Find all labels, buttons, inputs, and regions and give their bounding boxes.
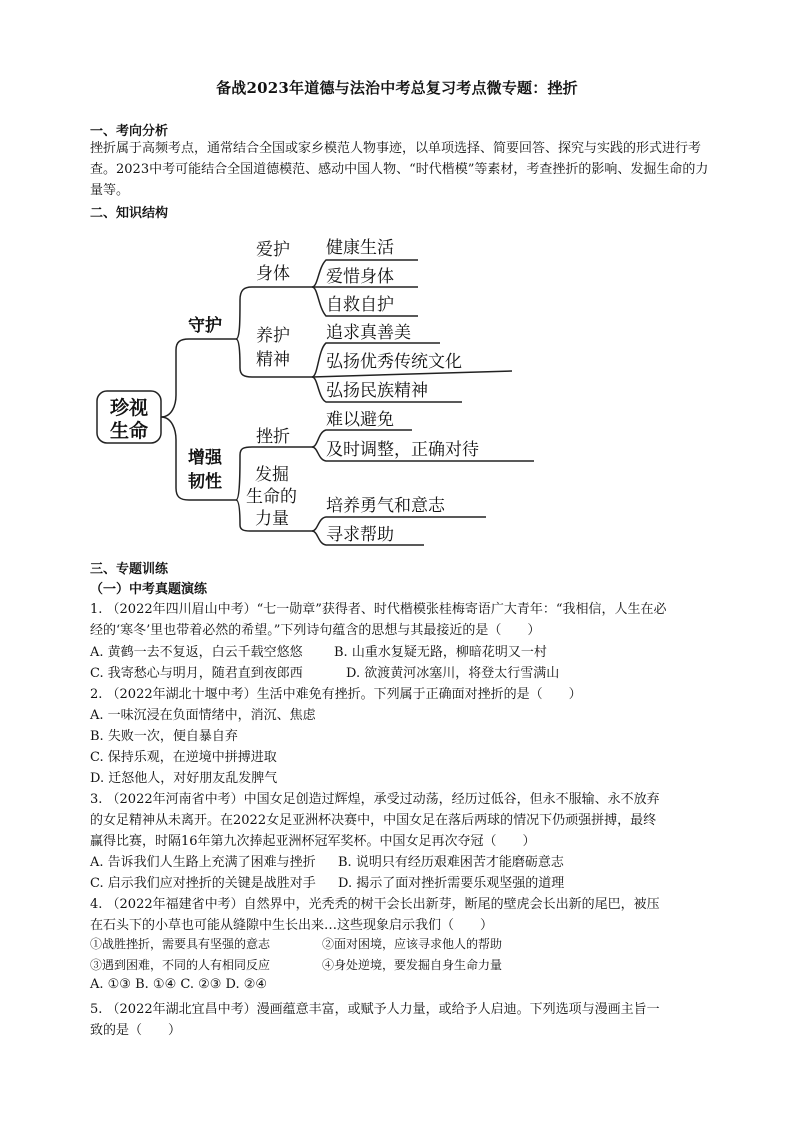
q3-option-b: B. 说明只有经历艰难困苦才能磨砺意志	[338, 855, 564, 870]
q3-line-1: 3. （2022年河南省中考）中国女足创造过辉煌，承受过动荡，经历过低谷，但永不服输、永不放弃	[90, 792, 660, 807]
subsection-heading: （一）中考真题演练	[90, 582, 208, 597]
root-label-2: 生命	[109, 420, 149, 442]
setback-label: 挫折	[256, 427, 290, 447]
q4-line-1: 4. （2022年福建省中考）自然界中，光秃秃的树干会长出新芽，断尾的壁虎会长出新的尾巴，被压	[90, 897, 660, 912]
q1-line-2: 经的‘寒冬’里也带着必然的希望。”下列诗句蕴含的思想与其最接近的是（ ）	[90, 623, 541, 638]
body-label-2: 身体	[256, 264, 290, 284]
q3-option-c: C. 启示我们应对挫折的关键是战胜对手	[90, 876, 316, 891]
spirit-item-2: 弘扬优秀传统文化	[326, 352, 462, 372]
q2-option-b: B. 失败一次，便自暴自弃	[90, 729, 238, 744]
power-label-1: 发掘	[255, 465, 289, 485]
knowledge-structure-diagram	[0, 0, 794, 560]
q1-option-c: C. 我寄愁心与明月，随君直到夜郎西	[90, 666, 303, 681]
setback-item-2: 及时调整，正确对待	[326, 440, 479, 460]
q3-line-2: 的女足精神从未离开。在2022女足亚洲杯决赛中，中国女足在落后两球的情况下仍顽强拼搏，最终	[90, 813, 657, 828]
body-label-1: 爱护	[256, 240, 290, 260]
power-label-3: 力量	[255, 509, 289, 529]
q3-option-a: A. 告诉我们人生路上充满了困难与挫折	[90, 855, 316, 870]
q1-option-d: D. 欲渡黄河冰塞川，将登太行雪满山	[346, 666, 560, 681]
section-heading-structure: 二、知识结构	[90, 206, 169, 221]
section-heading-analysis: 一、考向分析	[90, 124, 169, 139]
section-heading-training: 三、专题训练	[90, 562, 169, 577]
q4-line-2: 在石头下的小草也可能从缝隙中生长出来…这些现象启示我们（ ）	[90, 918, 494, 933]
q3-line-3: 赢得比赛，时隔16年第九次捧起亚洲杯冠军奖杯。中国女足再次夺冠（ ）	[90, 834, 536, 849]
q5-line-1: 5. （2022年湖北宜昌中考）漫画蕴意丰富，或赋予人力量，或给予人启迪。下列选项与漫画主旨一	[90, 1002, 660, 1017]
spirit-label-2: 精神	[256, 350, 290, 370]
q4-statement-1: ①战胜挫折，需要具有坚强的意志	[90, 937, 271, 951]
q4-statement-4: ④身处逆境，要发掘自身生命力量	[322, 958, 503, 972]
body-item-2: 爱惜身体	[326, 267, 394, 287]
body-item-1: 健康生活	[326, 238, 394, 258]
body-item-3: 自救自护	[326, 295, 394, 315]
branch-guard-label: 守护	[188, 316, 222, 336]
root-label-1: 珍视	[109, 397, 149, 419]
branch-resilience-label-1: 增强	[188, 448, 222, 468]
q5-line-2: 致的是（ ）	[90, 1023, 182, 1038]
q1-option-b: B. 山重水复疑无路，柳暗花明又一村	[334, 645, 547, 660]
analysis-paragraph: 挫折属于高频考点，通常结合全国或家乡模范人物事迹，以单项选择、简要回答、探究与实践的形式进行考查。2023中考可能结合全国道德模范、感动中国人物、“时代楷模”等素材，考查挫折的影响、发掘生命的力量等。	[90, 141, 709, 198]
q2-option-a: A. 一味沉浸在负面情绪中，消沉、焦虑	[90, 708, 316, 723]
q2-line-1: 2. （2022年湖北十堰中考）生活中难免有挫折。下列属于正确面对挫折的是（ ）	[90, 687, 582, 702]
q4-statement-2: ②面对困境，应该寻求他人的帮助	[322, 937, 503, 951]
q4-options: A. ①③ B. ①④ C. ②③ D. ②④	[90, 977, 268, 992]
q2-option-c: C. 保持乐观，在逆境中拼搏进取	[90, 750, 277, 765]
setback-item-1: 难以避免	[326, 410, 394, 430]
connector-root-guard	[161, 339, 236, 417]
page-title: 备战2023年道德与法治中考总复习考点微专题：挫折	[216, 79, 578, 97]
q1-option-a: A. 黄鹤一去不复返，白云千载空悠悠	[90, 645, 303, 660]
q2-option-d: D. 迁怒他人，对好朋友乱发脾气	[90, 771, 278, 786]
power-item-2: 寻求帮助	[326, 525, 394, 545]
power-label-2: 生命的	[246, 487, 297, 507]
q3-option-d: D. 揭示了面对挫折需要乐观坚强的道理	[338, 876, 565, 891]
spirit-item-1: 追求真善美	[326, 323, 411, 343]
q4-statement-3: ③遇到困难，不同的人有相同反应	[90, 958, 271, 972]
q1-line-1: 1. （2022年四川眉山中考）“七一勋章”获得者、时代楷模张桂梅寄语广大青年：“我相信，人生在必	[90, 602, 667, 617]
spirit-label-1: 养护	[256, 326, 290, 346]
spirit-item-3: 弘扬民族精神	[326, 381, 428, 401]
branch-resilience-label-2: 韧性	[188, 472, 222, 492]
power-item-1: 培养勇气和意志	[326, 496, 445, 516]
